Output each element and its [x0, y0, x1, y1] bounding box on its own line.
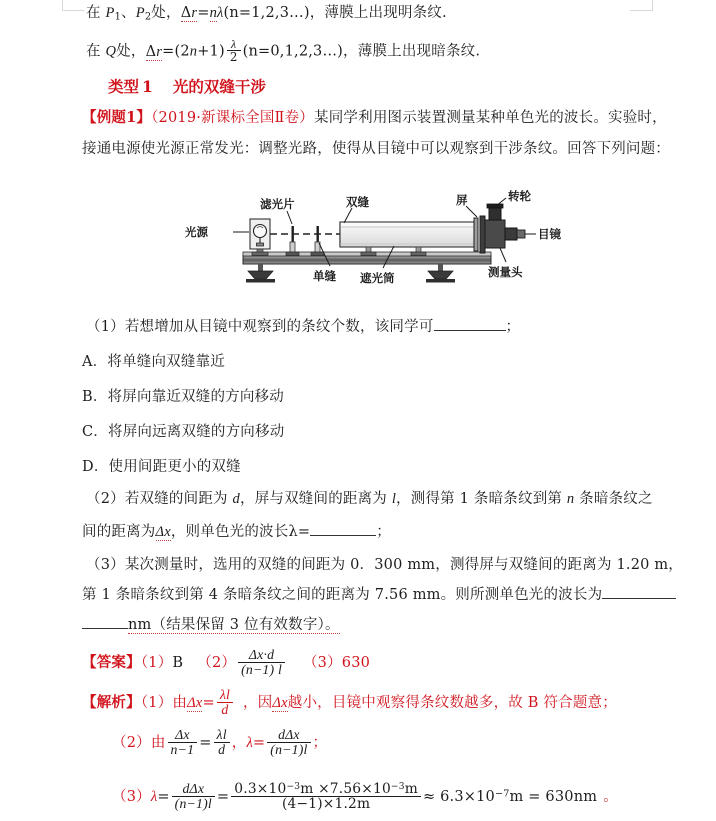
option-a-key: A — [82, 354, 93, 370]
intro-line-1-tail: 薄膜上出现明条纹. — [324, 5, 447, 21]
half-lambda-numerator: λ — [231, 37, 237, 51]
r-symbol-2: r — [156, 43, 163, 60]
analysis-1-denominator: d — [217, 702, 233, 717]
symbol-d: d — [232, 491, 240, 507]
question-3-text-line2: 第 1 条暗条纹到第 4 条暗条纹之间的距离为 7.56 mm。则所测单色光的波长为 — [82, 587, 603, 603]
intro-line-1 — [86, 6, 447, 23]
delta-symbol-1: Δ — [180, 5, 192, 21]
analysis-2-f1-num: Δx — [175, 727, 190, 742]
option-a-sep: ． — [92, 354, 108, 370]
point-p2-sub: 2 — [144, 11, 152, 23]
point-p2: P — [135, 5, 145, 21]
question-1-number: （1） — [86, 319, 125, 335]
intro-line-1-prefix: 在 — [86, 5, 106, 21]
analysis-2-comma: ， — [231, 734, 247, 751]
label-light-shield-tube: 遮光筒 — [360, 271, 395, 285]
symbol-delta-x: Δx — [155, 524, 171, 540]
question-2-line-1 — [86, 492, 653, 508]
answer-2-numerator: Δx·d — [248, 647, 275, 662]
n-symbol-2: n — [189, 43, 198, 60]
question-1-suffix: ； — [505, 319, 521, 335]
filter-element — [286, 226, 299, 256]
analysis-tag: 【解析】 — [82, 693, 141, 711]
analysis-3-fraction-1 — [172, 782, 215, 812]
analysis-2-end: ； — [312, 734, 328, 751]
option-d-key: D — [82, 459, 94, 475]
single-slit-element — [311, 226, 324, 256]
analysis-3-f1-den: (n−1)l — [172, 796, 215, 811]
analysis-2-f2-den: d — [214, 742, 230, 757]
example-text-line1: 某同学利用图示装置测量某种单色光的波长。实验时， — [314, 110, 667, 126]
analysis-2-number: （2） — [112, 734, 151, 751]
measuring-head — [485, 204, 525, 248]
option-c-text: 将屏向远离双缝的方向移动 — [108, 424, 285, 440]
analysis-3-exp3: −7 — [495, 788, 510, 800]
lambda-symbol-1: λ — [217, 5, 224, 21]
analysis-1-number: （1） — [140, 694, 173, 711]
crop-mark-top-left-h — [62, 10, 84, 11]
option-c-sep: ． — [93, 424, 108, 440]
option-a[interactable] — [82, 355, 225, 371]
question-1-text: 若想增加从目镜中观察到的条纹个数，该同学可 — [124, 319, 434, 335]
option-d-text: 使用间距更小的双缝 — [108, 459, 241, 475]
label-light-source: 光源 — [185, 225, 208, 239]
intro-line-2-tail: 薄膜上出现暗条纹. — [357, 43, 481, 60]
answer-block — [82, 648, 370, 678]
bench-support-right — [426, 264, 455, 283]
half-lambda-fraction — [227, 38, 241, 64]
option-a-text: 将单缝向双缝靠近 — [107, 354, 225, 370]
answer-3-number: （3） — [302, 654, 342, 671]
analysis-3-lambda: λ — [150, 788, 158, 805]
label-screen: 屏 — [456, 193, 468, 207]
point-p1-sub: 1 — [114, 11, 122, 23]
question-3-line-3 — [82, 618, 340, 634]
section-heading — [108, 78, 266, 95]
light-source-housing — [250, 219, 270, 256]
analysis-3-approx: ≈ 6.3×10 — [422, 788, 495, 805]
section-type-number: 1 — [142, 77, 153, 96]
analysis-2-eq2: = — [252, 734, 266, 751]
intro-line-2-plus: +1) — [197, 43, 225, 60]
answer-2-denominator: (n−1) l — [238, 662, 285, 677]
answer-3-value: 630 — [341, 654, 371, 671]
question-2-line2-c: ； — [376, 524, 391, 540]
optical-bench-diagram — [185, 186, 578, 294]
half-lambda-denominator: 2 — [227, 50, 241, 63]
intro-line-2-eq: =(2 — [162, 43, 190, 60]
intro-line-1-sep: 、 — [121, 5, 136, 21]
n-symbol-1: n — [209, 5, 218, 21]
light-shield-tube — [340, 222, 474, 256]
question-2-line2-a: 间的距离为 — [82, 524, 156, 540]
intro-line-2 — [86, 38, 480, 64]
example-source: （2019·新课标全国Ⅱ卷） — [151, 110, 315, 126]
question-2-part2: ，屏与双缝间的距离为 — [240, 491, 392, 507]
option-b[interactable] — [82, 390, 284, 406]
question-3-number: （3） — [86, 557, 125, 573]
analysis-1-by: 由 — [172, 694, 188, 711]
example-text-line2: 接通电源使光源正常发光：调整光路，使得从目镜中可以观察到干涉条纹。回答下列问题： — [82, 141, 670, 157]
screen-element — [474, 216, 485, 253]
option-c[interactable] — [82, 425, 284, 441]
analysis-1-fraction — [217, 688, 233, 718]
analysis-2-f3-num: dΔx — [278, 727, 300, 742]
option-b-sep: ． — [92, 389, 108, 405]
intro-line-1-mid: 处， — [151, 5, 181, 21]
point-q: Q — [105, 43, 117, 60]
analysis-2-f2-num: λl — [216, 727, 227, 742]
question-2-line-2 — [82, 525, 391, 541]
question-3-line-1 — [86, 558, 683, 574]
analysis-2-eq1: = — [199, 734, 212, 751]
analysis-line-1 — [82, 688, 617, 718]
question-2-part3: ，测得第 1 条暗条纹到第 — [396, 491, 567, 507]
intro-line-1-condition: (n=1,2,3…)， — [223, 5, 325, 21]
analysis-2-lambda: λ — [246, 734, 253, 751]
question-2-part1: 若双缝的间距为 — [124, 491, 233, 507]
answer-2-number: （2） — [197, 654, 237, 671]
option-d[interactable] — [82, 460, 241, 476]
analysis-1-delta-x-2: Δx — [272, 694, 288, 711]
example-tag: 【例题1】 — [82, 109, 152, 126]
question-2-answer-blank[interactable] — [310, 535, 376, 536]
point-p1: P — [105, 5, 115, 21]
analysis-3-number: （3） — [112, 788, 151, 805]
r-symbol-1: r — [191, 5, 198, 21]
analysis-3-period: 。 — [603, 788, 618, 805]
option-c-key: C — [82, 424, 94, 440]
question-2-part4: 条暗条纹之 — [574, 491, 653, 507]
label-eyepiece: 目镜 — [538, 227, 561, 241]
label-measuring-head: 测量头 — [488, 265, 523, 279]
delta-symbol-2: Δ — [145, 43, 157, 60]
question-3-answer-blank-1[interactable] — [602, 598, 676, 599]
option-d-sep: ． — [93, 459, 109, 475]
analysis-line-2 — [112, 728, 327, 758]
analysis-3-eq1: = — [157, 788, 170, 805]
example-line-2 — [82, 142, 670, 158]
label-rotating-wheel: 转轮 — [508, 189, 531, 203]
intro-line-2-condition: (n=0,1,2,3…)， — [242, 43, 358, 60]
label-filter: 滤光片 — [260, 197, 295, 211]
bench-support-left — [246, 264, 275, 283]
question-1-answer-blank[interactable] — [434, 330, 506, 331]
analysis-1-delta-x: Δx — [187, 694, 203, 711]
question-2-line2-b: ，则单色光的波长λ= — [170, 524, 311, 540]
answer-1-number: （1） — [140, 654, 173, 671]
example-line-1 — [82, 110, 667, 127]
intro-line-2-prefix: 在 — [86, 43, 106, 60]
analysis-3-unit: m = 630nm — [509, 788, 598, 805]
analysis-3-f2-num — [231, 782, 421, 796]
symbol-l: l — [391, 491, 397, 507]
analysis-2-f3-den: (n−1)l — [267, 742, 310, 757]
analysis-3-f2-num-a: 0.3×10 — [234, 781, 287, 797]
answer-2-fraction — [238, 648, 285, 678]
answer-1-value: B — [172, 654, 184, 671]
question-2-number: （2） — [86, 491, 125, 507]
analysis-3-f2-exp1: −3 — [286, 781, 301, 792]
analysis-2-fraction-3 — [267, 728, 310, 758]
analysis-3-fraction-2 — [231, 782, 421, 812]
intro-line-2-mid: 处， — [116, 43, 146, 60]
analysis-3-f2-num-b: m ×7.56×10 — [300, 781, 391, 797]
option-b-text: 将屏向靠近双缝的方向移动 — [107, 389, 284, 405]
analysis-1-mid-b: 越小，目镜中观察得条纹数越多，故 B 符合题意； — [287, 694, 617, 711]
label-single-slit: 单缝 — [313, 269, 336, 283]
analysis-1-mid-a: ，因 — [243, 694, 273, 711]
analysis-2-fraction-1 — [168, 728, 198, 758]
analysis-3-f2-exp2: −3 — [390, 781, 405, 792]
label-double-slit: 双缝 — [346, 195, 369, 209]
analysis-3-f2-den: (4−1)×1.2m — [231, 796, 421, 811]
symbol-n: n — [566, 491, 575, 507]
analysis-2-fraction-2 — [214, 728, 230, 758]
question-3-unit: nm（结果保留 3 位有效数字）。 — [128, 617, 340, 633]
section-type-title: 光的双缝干涉 — [172, 77, 266, 96]
analysis-2-by: 由 — [150, 734, 166, 751]
question-3-text-line1: 某次测量时，选用的双缝的间距为 0．300 mm，测得屏与双缝间的距离为 1.20 m， — [124, 557, 683, 573]
section-type-label: 类型 — [108, 77, 140, 96]
crop-mark-top-right-h — [630, 10, 653, 11]
option-b-key: B — [82, 389, 93, 405]
question-3-answer-blank-2[interactable] — [82, 628, 128, 629]
analysis-1-numerator: λl — [219, 687, 230, 702]
analysis-3-f1-num: dΔx — [182, 781, 205, 796]
analysis-line-3 — [112, 782, 618, 812]
analysis-3-eq2: = — [216, 788, 230, 805]
analysis-2-f1-den: n−1 — [168, 742, 198, 757]
intro-line-1-eq: = — [197, 5, 210, 21]
question-1 — [86, 320, 520, 336]
analysis-1-eq: = — [202, 694, 215, 711]
analysis-3-f2-num-c: m — [404, 781, 418, 797]
answer-tag: 【答案】 — [82, 653, 141, 671]
question-3-line-2 — [82, 588, 676, 604]
